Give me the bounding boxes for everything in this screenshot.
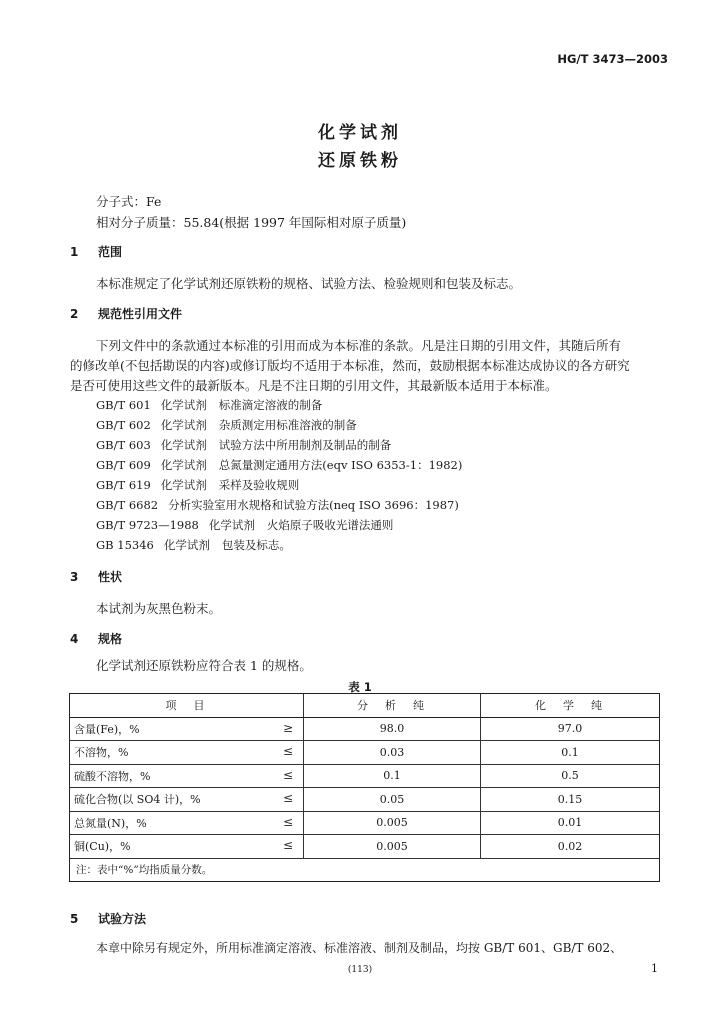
section-3-text: 本试剂为灰黑色粉末。 (96, 601, 222, 616)
table-cell-ar: 0.005 (304, 811, 481, 835)
reference-item (96, 457, 462, 473)
reference-code: GB 15346 (96, 538, 154, 552)
standard-number: HG/T 3473—2003 (557, 52, 668, 66)
table-row (70, 764, 659, 788)
reference-title: 包装及标志。 (221, 538, 291, 552)
reference-item (96, 417, 357, 433)
section-4-heading (70, 630, 122, 647)
reference-code: GB/T 602 (96, 418, 151, 432)
table-cell-ar: 0.1 (304, 764, 481, 788)
section-5-heading (70, 910, 146, 927)
section-1-heading (70, 243, 122, 260)
section-number: 4 (70, 632, 79, 646)
reference-title: 杂质测定用标准溶液的制备 (218, 418, 357, 432)
table-caption: 表 1 (348, 680, 372, 694)
table-cell-item (70, 764, 304, 788)
comparison-symbol: ≤ (282, 767, 293, 782)
reference-category: 化学试剂 (160, 398, 207, 412)
comparison-symbol: ≥ (282, 720, 293, 735)
table-header-ar: 分 析 纯 (304, 694, 481, 717)
item-name: 铜(Cu)，% (74, 840, 131, 854)
section-number: 5 (70, 912, 79, 926)
page-number: 1 (651, 962, 658, 975)
section-3-heading (70, 568, 122, 585)
table-cell-ar: 0.005 (304, 835, 481, 859)
reference-item (96, 497, 471, 513)
section-4-text: 化学试剂还原铁粉应符合表 1 的规格。 (96, 658, 312, 673)
reference-item (96, 537, 291, 553)
reference-code: GB/T 6682 (96, 498, 159, 512)
table-row (70, 788, 659, 812)
table-cell-ar: 98.0 (304, 717, 481, 741)
table-cell-ar: 0.05 (304, 788, 481, 812)
section-title: 规格 (98, 632, 123, 646)
section-title: 性状 (98, 570, 123, 584)
reference-category: 化学试剂 (160, 438, 207, 452)
reference-item (96, 477, 299, 493)
reference-item (96, 517, 393, 533)
document-title-line1: 化学试剂 (318, 123, 402, 143)
reference-code: GB/T 601 (96, 398, 151, 412)
reference-category: 化学试剂 (208, 518, 255, 532)
reference-code: GB/T 9723—1988 (96, 518, 199, 532)
reference-category: 化学试剂 (163, 538, 210, 552)
table-header-item: 项 目 (70, 694, 304, 717)
section-title: 范围 (98, 245, 123, 259)
document-title-line2: 还原铁粉 (318, 151, 402, 171)
table-cell-cp: 0.15 (481, 788, 660, 812)
reference-category: 化学试剂 (160, 478, 207, 492)
section-number: 3 (70, 570, 79, 584)
section-2-para-line: 下列文件中的条款通过本标准的引用而成为本标准的条款。凡是注日期的引用文件，其随后所有 (96, 338, 622, 353)
table-row (70, 835, 659, 859)
spec-table (69, 693, 660, 882)
table-row (70, 717, 659, 741)
table-cell-item (70, 811, 304, 835)
section-5-text: 本章中除另有规定外，所用标准滴定溶液、标准溶液、制剂及制品，均按 GB/T 601、GB/T 602、 (96, 941, 623, 955)
item-name: 总氮量(N)，% (74, 816, 147, 830)
table-row (70, 741, 659, 765)
table-cell-cp: 0.1 (481, 741, 660, 765)
reference-title: 试验方法中所用制剂及制品的制备 (218, 438, 392, 452)
table-cell-cp: 0.02 (481, 835, 660, 859)
table-cell-cp: 0.5 (481, 764, 660, 788)
item-name: 硫酸不溶物，% (74, 769, 151, 783)
section-number: 2 (70, 307, 79, 321)
table-row (70, 811, 659, 835)
item-name: 含量(Fe)，% (74, 722, 140, 736)
table-header-row (70, 694, 659, 717)
reference-category: 化学试剂 (160, 458, 207, 472)
reference-item (96, 437, 391, 453)
reference-title: 总氮量测定通用方法(eqv ISO 6353-1：1982) (218, 458, 463, 472)
reference-code: GB/T 603 (96, 438, 151, 452)
section-2-para-line: 是否可使用这些文件的最新版本。凡是不注日期的引用文件，其最新版本适用于本标准。 (70, 378, 558, 393)
comparison-symbol: ≤ (282, 791, 293, 805)
comparison-symbol: ≤ (282, 744, 293, 758)
item-name: 硫化合物(以 SO4 计)，% (74, 793, 201, 807)
table-note: 注：表中“%”均指质量分数。 (76, 864, 213, 877)
table-cell-ar: 0.03 (304, 741, 481, 765)
reference-code: GB/T 609 (96, 458, 151, 472)
table-cell-item (70, 741, 304, 765)
reference-category: 分析实验室用水规格和试验方法(neq ISO 3696：1987) (168, 498, 459, 512)
comparison-symbol: ≤ (282, 814, 293, 829)
reference-code: GB/T 619 (96, 478, 151, 492)
section-title: 试验方法 (98, 912, 147, 926)
reference-title: 采样及验收规则 (218, 478, 300, 492)
section-1-text: 本标准规定了化学试剂还原铁粉的规格、试验方法、检验规则和包装及标志。 (96, 276, 522, 291)
section-title: 规范性引用文件 (98, 307, 183, 321)
molecular-formula: 分子式：Fe (96, 194, 162, 209)
reference-title: 火焰原子吸收光谱法通则 (266, 518, 394, 532)
item-name: 不溶物，% (74, 746, 129, 760)
section-2-heading (70, 305, 182, 322)
section-number: 1 (70, 245, 79, 259)
table-cell-cp: 0.01 (481, 811, 660, 835)
comparison-symbol: ≤ (282, 838, 293, 852)
footer-center: (113) (347, 965, 373, 975)
molecular-mass: 相对分子质量：55.84(根据 1997 年国际相对原子质量) (96, 215, 407, 230)
reference-category: 化学试剂 (160, 418, 207, 432)
table-note-row (70, 858, 659, 881)
table-cell-item (70, 788, 304, 812)
section-2-para-line: 的修改单(不包括勘误的内容)或修订版均不适用于本标准，然而，鼓励根据本标准达成协议的各方研究 (70, 358, 630, 373)
reference-item (96, 397, 322, 413)
reference-title: 标准滴定溶液的制备 (218, 398, 323, 412)
table-cell-item (70, 835, 304, 859)
table-cell-item (70, 717, 304, 741)
table-header-cp: 化 学 纯 (481, 694, 660, 717)
table-cell-cp: 97.0 (481, 717, 660, 741)
